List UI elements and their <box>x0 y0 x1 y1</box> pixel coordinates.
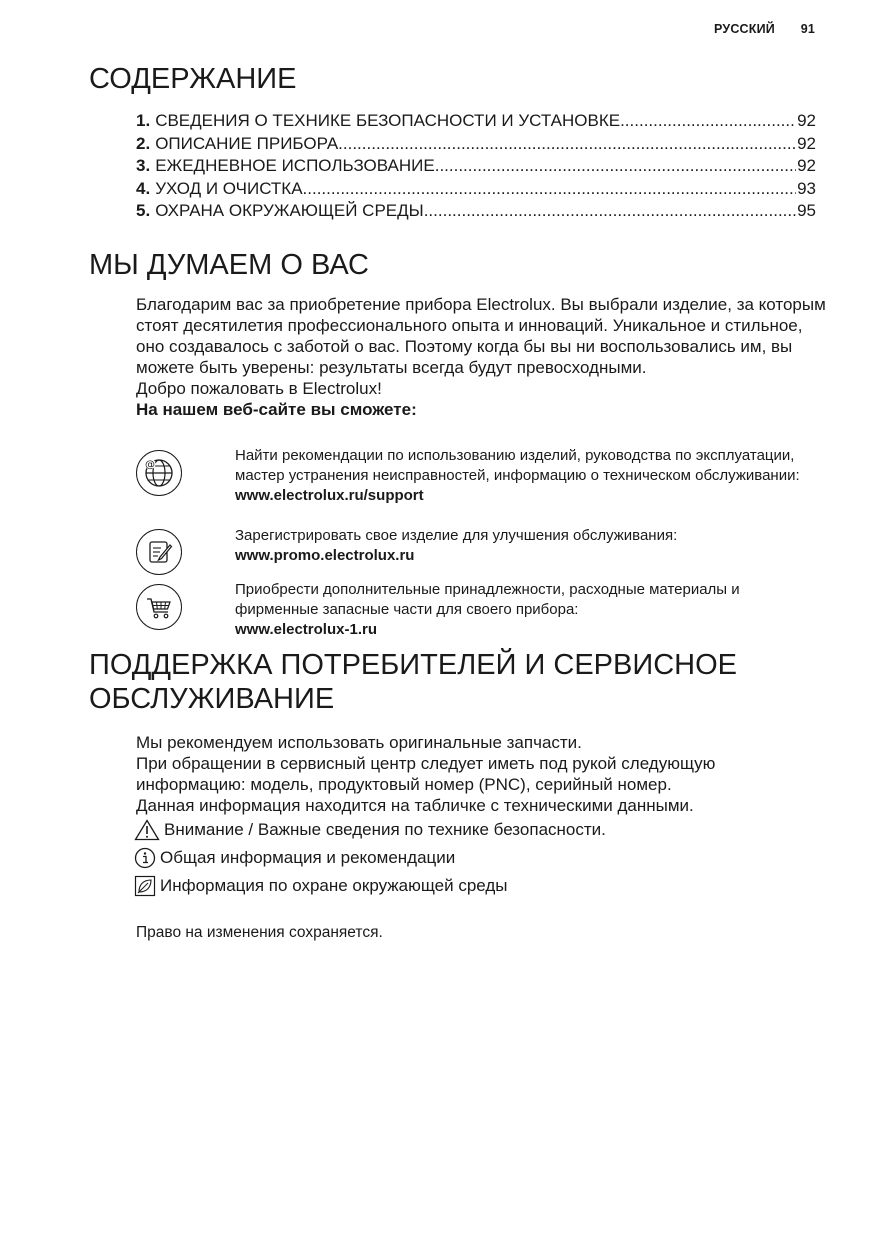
legend-warning <box>134 819 606 841</box>
toc-item-text: ОПИСАНИЕ ПРИБОРА <box>155 133 339 153</box>
toc-leader-dots <box>338 133 796 156</box>
legend-environment-text: Информация по охране окружающей среды <box>160 876 508 895</box>
web-item-text <box>235 526 815 566</box>
web-item-description: Зарегистрировать свое изделие для улучшения обслуживания: <box>235 527 678 544</box>
toc-leader-dots <box>435 155 796 178</box>
toc-leader-dots <box>620 110 796 133</box>
about-section <box>136 294 826 420</box>
support-title-line1: ПОДДЕРЖКА ПОТРЕБИТЕЛЕЙ И СЕРВИСНОЕ <box>89 649 737 681</box>
support-title-line2: ОБСЛУЖИВАНИЕ <box>89 683 335 715</box>
support-line-3: Данная информация находится на табличке с техническими данными. <box>136 796 694 815</box>
rights-notice <box>136 922 826 943</box>
toc-item-number: 5. <box>136 201 151 220</box>
toc-item-text: ЕЖЕДНЕВНОЕ ИСПОЛЬЗОВАНИЕ <box>155 156 435 175</box>
table-of-contents <box>136 110 816 223</box>
rights-text: Право на изменения сохраняется. <box>136 924 383 941</box>
toc-item-3[interactable] <box>136 155 816 178</box>
toc-item-page: 92 <box>797 156 816 175</box>
web-item-text <box>235 446 815 506</box>
toc-item-2[interactable] <box>136 133 816 156</box>
web-item-description: Найти рекомендации по использованию изделий, руководства по эксплуатации, мастер устранения неисправностей, информацию о техническом обслуживании: <box>235 447 800 484</box>
page-header <box>714 22 815 36</box>
toc-item-page: 93 <box>797 178 816 198</box>
toc-item-number: 3. <box>136 156 151 175</box>
info-icon <box>134 847 156 869</box>
promo-link[interactable]: www.promo.electrolux.ru <box>235 547 415 564</box>
toc-item-4[interactable] <box>136 178 816 201</box>
toc-item-number: 2. <box>136 133 151 153</box>
toc-item-number: 1. <box>136 111 151 130</box>
svg-text:@: @ <box>145 459 155 471</box>
page-number: 91 <box>800 22 815 36</box>
globe-icon <box>136 450 182 496</box>
toc-item-text: ОХРАНА ОКРУЖАЮЩЕЙ СРЕДЫ <box>155 201 424 220</box>
toc-item-text: СВЕДЕНИЯ О ТЕХНИКЕ БЕЗОПАСНОСТИ И УСТАНОВКЕ <box>155 111 621 130</box>
legend-info-text: Общая информация и рекомендации <box>160 848 456 867</box>
warning-icon <box>134 819 160 841</box>
cart-icon <box>136 584 182 630</box>
support-title <box>89 648 737 716</box>
welcome-text: Добро пожаловать в Electrolux! <box>136 379 382 398</box>
environment-icon <box>134 875 156 897</box>
legend-environment <box>134 875 508 897</box>
toc-item-page: 95 <box>797 201 816 220</box>
web-item-text <box>235 580 815 640</box>
website-heading: На нашем веб-сайте вы сможете: <box>136 400 417 419</box>
toc-leader-dots <box>303 178 797 201</box>
register-icon <box>136 529 182 575</box>
about-title: МЫ ДУМАЕМ О ВАС <box>89 249 369 281</box>
about-paragraph: Благодарим вас за приобретение прибора Electrolux. Вы выбрали изделие, за которым стоят десятилетия профессионального опыта и инноваций. Уникальное и стильное, оно создавалось с заботой о вас. Поэтому когда бы вы ни воспользовались им, вы можете быть уверены: результаты всегда будут превосходными. <box>136 295 826 377</box>
support-line-2: При обращении в сервисный центр следует иметь под рукой следующую информацию: модель, продуктовый номер (PNC), серийный номер. <box>136 754 716 794</box>
shop-link[interactable]: www.electrolux-1.ru <box>235 621 377 638</box>
support-link[interactable]: www.electrolux.ru/support <box>235 487 424 504</box>
toc-item-1[interactable] <box>136 110 816 133</box>
toc-item-text: УХОД И ОЧИСТКА <box>155 178 303 198</box>
toc-item-number: 4. <box>136 178 151 198</box>
web-item-description: Приобрести дополнительные принадлежности, расходные материалы и фирменные запасные части для своего прибора: <box>235 581 740 618</box>
support-section <box>136 732 826 816</box>
toc-item-page: 92 <box>797 111 816 130</box>
legend-warning-text: Внимание / Важные сведения по технике безопасности. <box>164 820 606 839</box>
toc-title: СОДЕРЖАНИЕ <box>89 63 297 95</box>
toc-leader-dots <box>424 200 796 223</box>
legend-info <box>134 847 455 869</box>
language-label: РУССКИЙ <box>713 22 775 36</box>
toc-item-5[interactable] <box>136 200 816 223</box>
toc-item-page: 92 <box>797 133 816 153</box>
support-line-1: Мы рекомендуем использовать оригинальные запчасти. <box>136 733 582 752</box>
